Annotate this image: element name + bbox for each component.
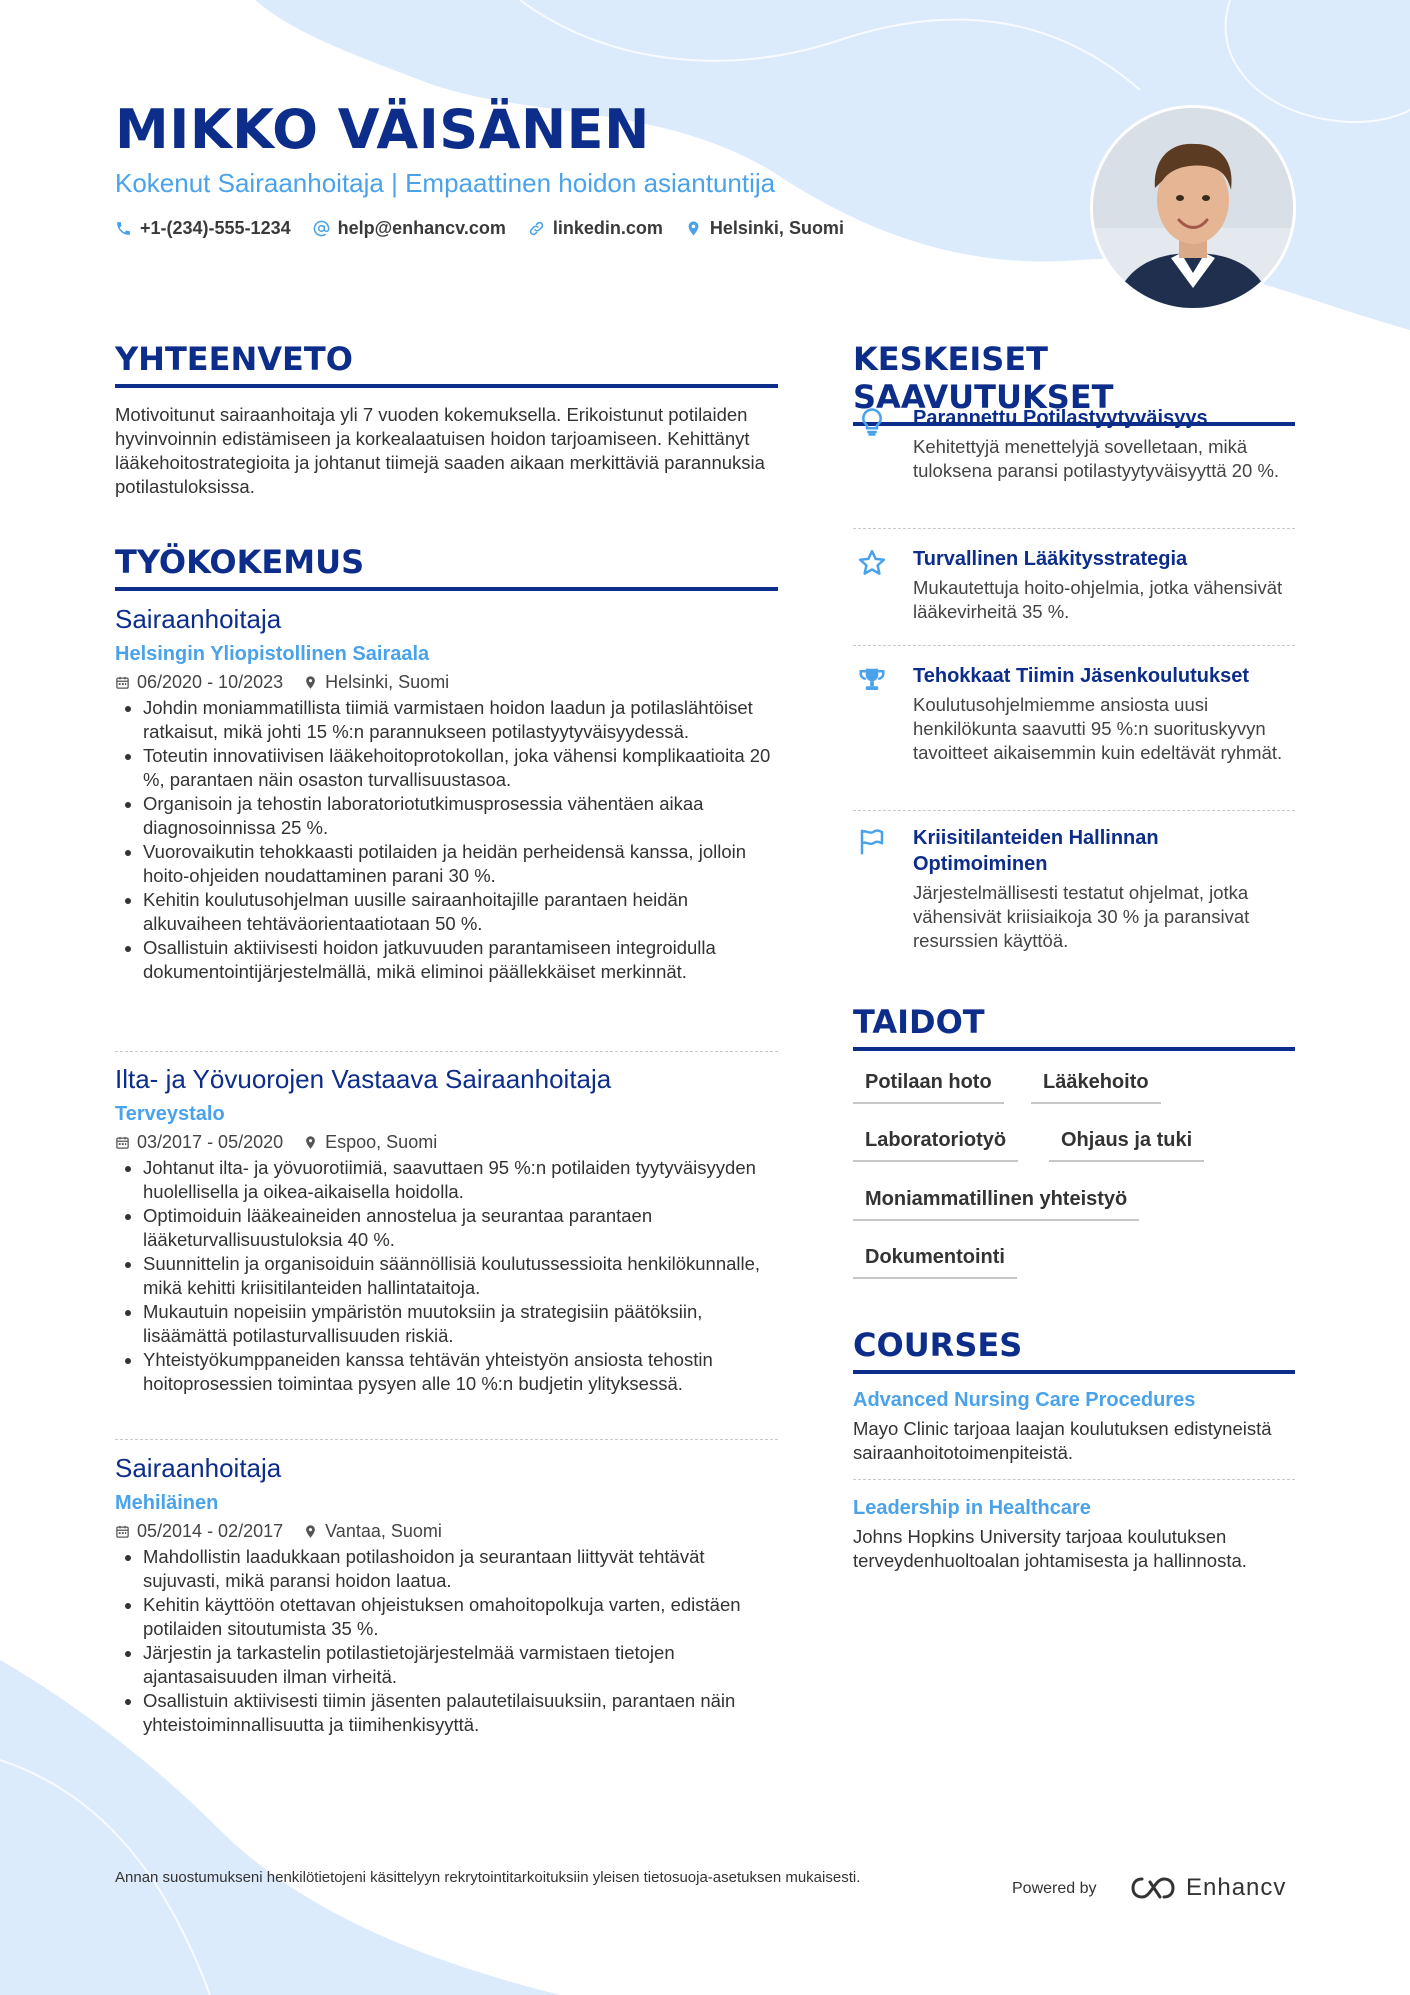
achievement-item (853, 825, 1295, 953)
location-pin-icon (303, 1135, 318, 1150)
profile-photo (1090, 105, 1296, 311)
skill-tag: Moniammatillinen yhteistyö (853, 1185, 1139, 1221)
skill-tag: Dokumentointi (853, 1243, 1017, 1279)
contact-location (685, 218, 844, 239)
course-title: Leadership in Healthcare (853, 1497, 1091, 1519)
achievements-heading: KESKEISET SAAVUTUKSET (853, 340, 1295, 426)
contact-linkedin[interactable] (528, 218, 663, 239)
location-text: Helsinki, Suomi (709, 218, 844, 238)
job-dates-text: 06/2020 - 10/2023 (137, 672, 284, 692)
contact-phone[interactable] (115, 218, 291, 239)
location-pin-icon (303, 675, 318, 690)
course-desc: Mayo Clinic tarjoaa laajan koulutuksen edistyneistä sairaanhoitotoimenpiteistä. (853, 1418, 1272, 1463)
course-desc: Johns Hopkins University tarjoaa koulutuksen terveydenhuoltoalan johtamisesta ja hallinnosta. (853, 1526, 1247, 1571)
powered-by-label: Powered by (1012, 1880, 1097, 1897)
star-icon (857, 548, 887, 578)
achievement-item (853, 405, 1295, 483)
job-dates (115, 1519, 283, 1543)
enhancv-mark-icon (1130, 1875, 1176, 1901)
summary-heading: YHTEENVETO (115, 340, 778, 388)
achievement-desc: Mukautettuja hoito-ohjelmia, jotka vähensivät lääkevirheitä 35 %. (913, 577, 1283, 622)
gdpr-consent-text: Annan suostumukseni henkilötietojeni käsittelyyn rekrytointitarkoituksiin yleisen tietosuoja-asetuksen mukaisesti. (115, 1869, 861, 1886)
job-bullet: Organisoin ja tehostin laboratoriotutkimusprosessia vähentäen aikaa diagnosoinnissa 25 %. (115, 792, 778, 840)
flag-icon (857, 827, 887, 857)
job-meta (115, 670, 778, 694)
job-meta (115, 1519, 778, 1543)
company-name: Mehiläinen (115, 1492, 219, 1514)
experience-entry (115, 1451, 778, 1737)
skill-tag: Potilaan hoto (853, 1068, 1004, 1104)
at-sign-icon (313, 220, 330, 237)
achievement-desc: Järjestelmällisesti testatut ohjelmat, jotka vähensivät kriisiaikoja 30 % ja paransivat resurssien käyttöä. (913, 882, 1250, 951)
job-bullet: Optimoiduin lääkeaineiden annostelua ja seurantaa parantaen lääketurvallisuustuloksia 40 %. (115, 1204, 778, 1252)
course-title: Advanced Nursing Care Procedures (853, 1389, 1196, 1411)
course-item (853, 1495, 1295, 1573)
job-bullet: Yhteistyökumppaneiden kanssa tehtävän yhteistyön ansiosta tehostin hoitoprosessien toimintaa pysyen alle 10 %:n budjetin ylityksessä. (115, 1348, 778, 1396)
skill-tag: Ohjaus ja tuki (1049, 1126, 1204, 1162)
job-bullet: Kehitin käyttöön otettavan ohjeistuksen omahoitopolkuja varten, edistäen potilaiden sitoutumista 35 %. (115, 1593, 778, 1641)
company-name: Terveystalo (115, 1103, 225, 1125)
skills-heading: TAIDOT (853, 1003, 1295, 1051)
job-bullet: Johdin moniammatillista tiimiä varmistaen hoidon laadun ja potilaslähtöiset ratkaisut, mikä johti 15 %:n parannukseen potilastyytyväisyydessä. (115, 696, 778, 744)
course-divider (853, 1479, 1295, 1480)
phone-text: +1-(234)-555-1234 (140, 218, 291, 238)
achievement-title: Parannettu Potilastyytyväisyys (913, 407, 1208, 429)
job-bullets (115, 696, 778, 984)
contact-bar (115, 218, 844, 239)
phone-icon (115, 220, 132, 237)
achievement-divider (853, 645, 1295, 646)
brand-name: Enhancv (1186, 1874, 1287, 1901)
job-bullets (115, 1156, 778, 1396)
trophy-icon (857, 665, 887, 695)
skill-tag: Laboratoriotyö (853, 1126, 1018, 1162)
courses-heading: COURSES (853, 1326, 1295, 1374)
person-portrait-icon (1093, 108, 1293, 308)
job-meta (115, 1130, 778, 1154)
enhancv-logo[interactable] (1130, 1874, 1286, 1902)
email-text: help@enhancv.com (337, 218, 506, 238)
job-bullets (115, 1545, 778, 1737)
summary-text: Motivoitunut sairaanhoitaja yli 7 vuoden kokemuksella. Erikoistunut potilaiden hyvinvoinnin edistämiseen ja korkealaatuisen hoidon tarjoamiseen. Kehittänyt lääkehoitostrategioita ja johtanut tiimejä saaden aikaan merkittäviä parannuksia potilastuloksissa. (115, 404, 765, 497)
job-dates-text: 03/2017 - 05/2020 (137, 1132, 284, 1152)
calendar-icon (115, 1524, 130, 1539)
job-location (303, 670, 449, 694)
achievement-divider (853, 528, 1295, 529)
job-title: Sairaanhoitaja (115, 1453, 282, 1483)
contact-email[interactable] (313, 218, 506, 239)
job-bullet: Järjestin ja tarkastelin potilastietojärjestelmää varmistaen tietojen ajantasaisuuden ilman virheitä. (115, 1641, 778, 1689)
candidate-name: MIKKO VÄISÄNEN (115, 98, 650, 161)
job-bullet: Osallistuin aktiivisesti hoidon jatkuvuuden parantamiseen integroidulla dokumentointijärjestelmällä, mikä eliminoi päällekkäiset merkinnät. (115, 936, 778, 984)
company-name: Helsingin Yliopistollinen Sairaala (115, 643, 430, 665)
experience-entry (115, 1062, 778, 1396)
location-pin-icon (685, 220, 702, 237)
job-dates-text: 05/2014 - 02/2017 (137, 1521, 284, 1541)
job-bullet: Johtanut ilta- ja yövuorotiimiä, saavuttaen 95 %:n potilaiden tyytyväisyyden huolellisella ja oikea-aikaisella hoidolla. (115, 1156, 778, 1204)
job-bullet: Kehitin koulutusohjelman uusille sairaanhoitajille parantaen heidän alkuvaiheen tehtäväorientaatiotaan 50 %. (115, 888, 778, 936)
achievement-desc: Kehitettyjä menettelyjä sovelletaan, mikä tuloksena paransi potilastyytyväisyyttä 20 %. (913, 436, 1280, 481)
candidate-subtitle: Kokenut Sairaanhoitaja | Empaattinen hoidon asiantuntija (115, 168, 776, 198)
course-item (853, 1387, 1295, 1465)
job-location (303, 1519, 442, 1543)
job-location (303, 1130, 437, 1154)
calendar-icon (115, 675, 130, 690)
job-bullet: Osallistuin aktiivisesti tiimin jäsenten palautetilaisuuksiin, parantaen näin yhteistoiminnallisuutta ja tiimihenkisyyttä. (115, 1689, 778, 1737)
lightbulb-icon (857, 407, 887, 437)
job-dates (115, 670, 283, 694)
entry-divider (115, 1439, 778, 1440)
achievement-desc: Koulutusohjelmiemme ansiosta uusi henkilökunta saavutti 95 %:n suorituskyvyn tavoitteet aikaisemmin kuin edeltävät ryhmät. (913, 694, 1283, 763)
job-dates (115, 1130, 283, 1154)
achievement-title: Turvallinen Lääkitysstrategia (913, 548, 1188, 570)
achievement-title: Kriisitilanteiden Hallinnan Optimoiminen (913, 827, 1159, 875)
calendar-icon (115, 1135, 130, 1150)
achievement-title: Tehokkaat Tiimin Jäsenkoulutukset (913, 665, 1250, 687)
entry-divider (115, 1051, 778, 1052)
job-bullet: Toteutin innovatiivisen lääkehoitoprotokollan, joka vähensi komplikaatioita 20 %, parantaen näin osaston turvallisuustasoa. (115, 744, 778, 792)
job-location-text: Helsinki, Suomi (325, 672, 450, 692)
job-location-text: Espoo, Suomi (325, 1132, 438, 1152)
achievement-divider (853, 810, 1295, 811)
experience-heading: TYÖKOKEMUS (115, 543, 778, 591)
skill-tag: Lääkehoito (1031, 1068, 1161, 1104)
achievement-item (853, 546, 1295, 624)
job-title: Sairaanhoitaja (115, 604, 282, 634)
job-bullet: Vuorovaikutin tehokkaasti potilaiden ja heidän perheidensä kanssa, jolloin hoito-ohjeiden noudattaminen parani 30 %. (115, 840, 778, 888)
linkedin-text: linkedin.com (552, 218, 663, 238)
job-bullet: Mukautuin nopeisiin ympäristön muutoksiin ja strategisiin päätöksiin, lisäämättä potilasturvallisuuden riskiä. (115, 1300, 778, 1348)
link-icon (528, 220, 545, 237)
job-bullet: Mahdollistin laadukkaan potilashoidon ja seurantaan liittyvät tehtävät sujuvasti, mikä paransi hoidon laatua. (115, 1545, 778, 1593)
job-bullet: Suunnittelin ja organisoiduin säännöllisiä koulutussessioita henkilökunnalle, mikä kehitti kriisitilanteiden hallintataitoja. (115, 1252, 778, 1300)
achievement-item (853, 663, 1295, 765)
job-title: Ilta- ja Yövuorojen Vastaava Sairaanhoitaja (115, 1064, 612, 1094)
job-location-text: Vantaa, Suomi (325, 1521, 442, 1541)
experience-entry (115, 602, 778, 984)
location-pin-icon (303, 1524, 318, 1539)
